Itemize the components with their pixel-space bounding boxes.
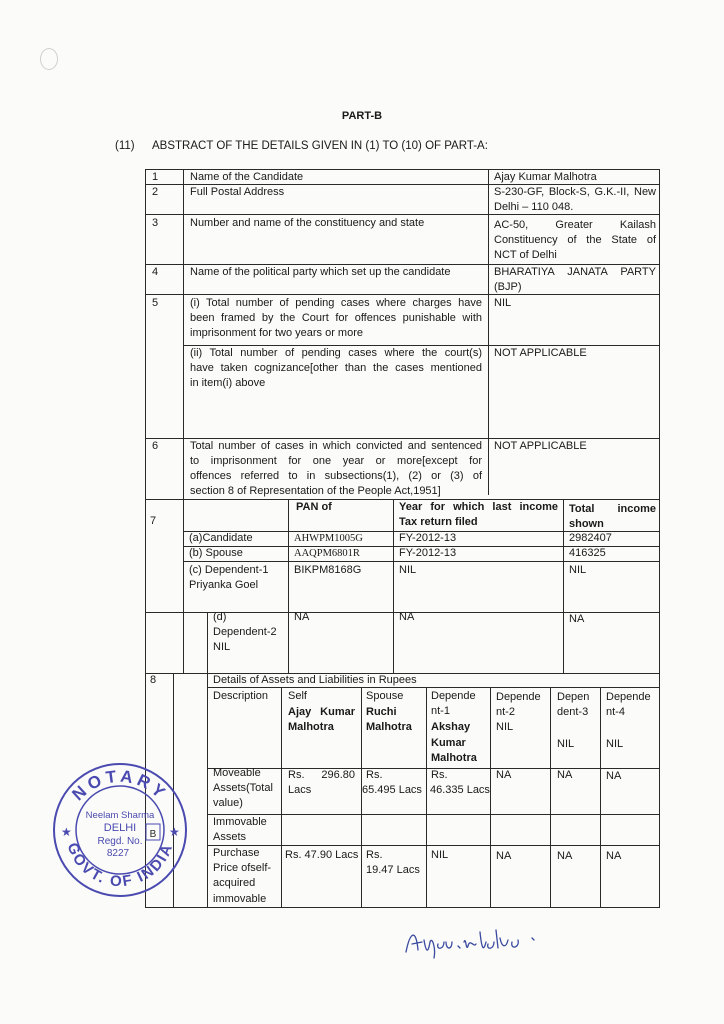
row6-value: NOT APPLICABLE [494,440,587,452]
dep2-pan: NA [294,611,310,623]
purchase-self: Rs. 47.90 Lacs [285,849,359,861]
star-icon: ★ [169,825,180,839]
dep2-label-line2: Dependent-2 [213,626,277,638]
row5ii-value: NOT APPLICABLE [494,347,587,359]
header-dep2-line2: nt-2 [496,706,515,718]
dep1-label-line2: Priyanka Goel [189,579,259,591]
row4-value-line2: (BJP) [494,281,522,293]
row5i-line3: imprisonment for two years or more [190,327,363,339]
candidate-pan: AHWPM1005G [294,533,363,544]
section-title: ABSTRACT OF THE DETAILS GIVEN IN (1) TO (10) OF PART-A: [152,140,488,152]
row2-value-line2: Delhi – 110 048. [494,201,574,213]
row1-label: Name of the Candidate [190,171,304,183]
dep2-year: NA [399,611,415,623]
dep1-pan: BIKPM8168G [294,564,362,576]
moveable-label-line3: value) [213,797,243,809]
row3-value-line1: AC-50, Greater Kailash [494,219,656,231]
signature [400,922,560,962]
row7-header-total-line2: shown [569,518,604,530]
purchase-label-line3: acquired [213,877,256,889]
header-spouse-line1: Spouse [366,690,404,702]
purchase-spouse-line2: 19.47 Lacs [366,864,420,876]
row5i-line1: (i) Total number of pending cases where charges have [190,297,482,309]
row5i-line2: been framed by the Court for offences punishable with [190,312,482,324]
row3-number: 3 [152,217,159,229]
row5-number: 5 [152,297,159,309]
row5i-value: NIL [494,297,512,309]
header-spouse-line3: Malhotra [366,721,412,733]
candidate-year: FY-2012-13 [399,532,457,544]
row4-number: 4 [152,266,159,278]
signature-text [0,0,1,1]
header-dep1-line1: Depende [431,690,476,702]
moveable-dep1-line1: Rs. [431,769,448,781]
row7-header-year-line2: Tax return filed [399,516,478,528]
header-dep2-line1: Depende [496,691,541,703]
dep2-label-line1: (d) [213,611,227,623]
header-dep1-line5: Malhotra [431,752,477,764]
purchase-dep2: NA [496,850,512,862]
stamp-regd: Regd. No. [97,836,143,847]
moveable-dep2: NA [496,769,512,781]
stamp-city: DELHI [103,822,137,834]
notary-stamp [50,760,190,900]
row6-number: 6 [152,440,159,452]
moveable-dep3: NA [557,769,573,781]
row7-number: 7 [150,515,157,527]
row5ii-line2: have taken cognizance[other than the cases mentioned [190,362,482,374]
row8-number: 8 [150,674,157,686]
row5ii-line1: (ii) Total number of pending cases where the court(s) [190,347,482,359]
candidate-label: (a)Candidate [189,532,253,544]
dep1-total: NIL [569,564,587,576]
dep2-total: NA [569,613,585,625]
purchase-dep4: NA [606,850,622,862]
row3-label: Number and name of the constituency and state [190,217,425,229]
header-description: Description [213,690,269,702]
spouse-year: FY-2012-13 [399,547,457,559]
dep1-label-line1: (c) Dependent-1 [189,564,269,576]
header-dep3-line3: NIL [557,738,575,750]
purchase-label-line4: immovable [213,893,267,905]
immovable-label-line2: Assets [213,831,247,843]
row7-header-year-line1: Year for which last income [399,501,558,513]
header-dep1-line2: nt-1 [431,705,450,717]
moveable-label-line1: Moveable [213,767,261,779]
row6-line2: to imprisonment for one year or more[except for [190,455,482,467]
moveable-dep4: NA [606,770,622,782]
row1-value: Ajay Kumar Malhotra [494,171,597,183]
header-dep3-line1: Depen [557,691,590,703]
row2-number: 2 [152,186,159,198]
header-dep1-line4: Kumar [431,737,466,749]
row6-line4: section 8 of Representation of the People Act,1951] [190,485,441,497]
header-self-line1: Self [288,690,307,702]
row7-header-pan: PAN of [296,501,332,513]
stamp-bottom-text: GOVT. OF INDIA [63,840,177,891]
punch-hole [40,48,58,70]
header-dep1-line3: Akshay [431,721,471,733]
row8-title: Details of Assets and Liabilities in Rupees [213,674,417,686]
row4-label: Name of the political party which set up the candidate [190,266,451,278]
row2-value-line1: S-230-GF, Block-S, G.K.-II, New [494,186,656,198]
part-heading: PART-B [341,110,383,122]
moveable-spouse-line1: Rs. [366,769,383,781]
moveable-dep1-line2: 46.335 Lacs [430,784,490,796]
stamp-number: 8227 [106,848,130,859]
section-number: (11) [115,140,135,152]
purchase-dep1: NIL [431,849,449,861]
spouse-pan: AAQPM6801R [294,548,360,559]
stamp-letter: B [149,829,157,840]
candidate-total: 2982407 [569,532,612,544]
stamp-top-text: NOTARY [68,766,172,805]
header-spouse-line2: Ruchi [366,706,397,718]
moveable-self-line2: Lacs [288,784,312,796]
immovable-label-line1: Immovable [213,816,267,828]
row4-value-line1: BHARATIYA JANATA PARTY [494,266,656,278]
row2-label: Full Postal Address [190,186,285,198]
spouse-label: (b) Spouse [189,547,243,559]
star-icon: ★ [61,825,72,839]
purchase-dep3: NA [557,850,573,862]
row3-value-line3: NCT of Delhi [494,249,557,261]
dep2-label-line3: NIL [213,641,231,653]
row6-line1: Total number of cases in which convicted and sentenced [190,440,482,452]
row6-line3: offences referred to in subsections(1), (2) or (3) of [190,470,482,482]
moveable-spouse-line2: 65.495 Lacs [362,784,422,796]
header-dep2-line3: NIL [496,721,514,733]
header-dep4-line1: Depende [606,691,651,703]
header-self-line3: Malhotra [288,721,334,733]
moveable-self-line1: Rs. 296.80 [288,769,355,781]
header-dep4-line3: NIL [606,738,624,750]
dep1-year: NIL [399,564,417,576]
header-dep4-line2: nt-4 [606,706,625,718]
purchase-label-line1: Purchase [213,847,260,859]
spouse-total: 416325 [569,547,606,559]
svg-text:NOTARY [68,767,171,805]
header-self-line2: Ajay Kumar [288,706,355,718]
purchase-spouse-line1: Rs. [366,849,383,861]
row5ii-line3: in item(i) above [190,377,266,389]
purchase-label-line2: Price ofself- [213,862,272,874]
row3-value-line2: Constituency of the State of [494,234,656,246]
row1-number: 1 [152,171,159,183]
row7-header-total-line1: Total income [569,503,656,515]
header-dep3-line2: dent-3 [557,706,589,718]
stamp-name: Neelam Sharma [85,810,155,821]
moveable-label-line2: Assets(Total [213,782,273,794]
